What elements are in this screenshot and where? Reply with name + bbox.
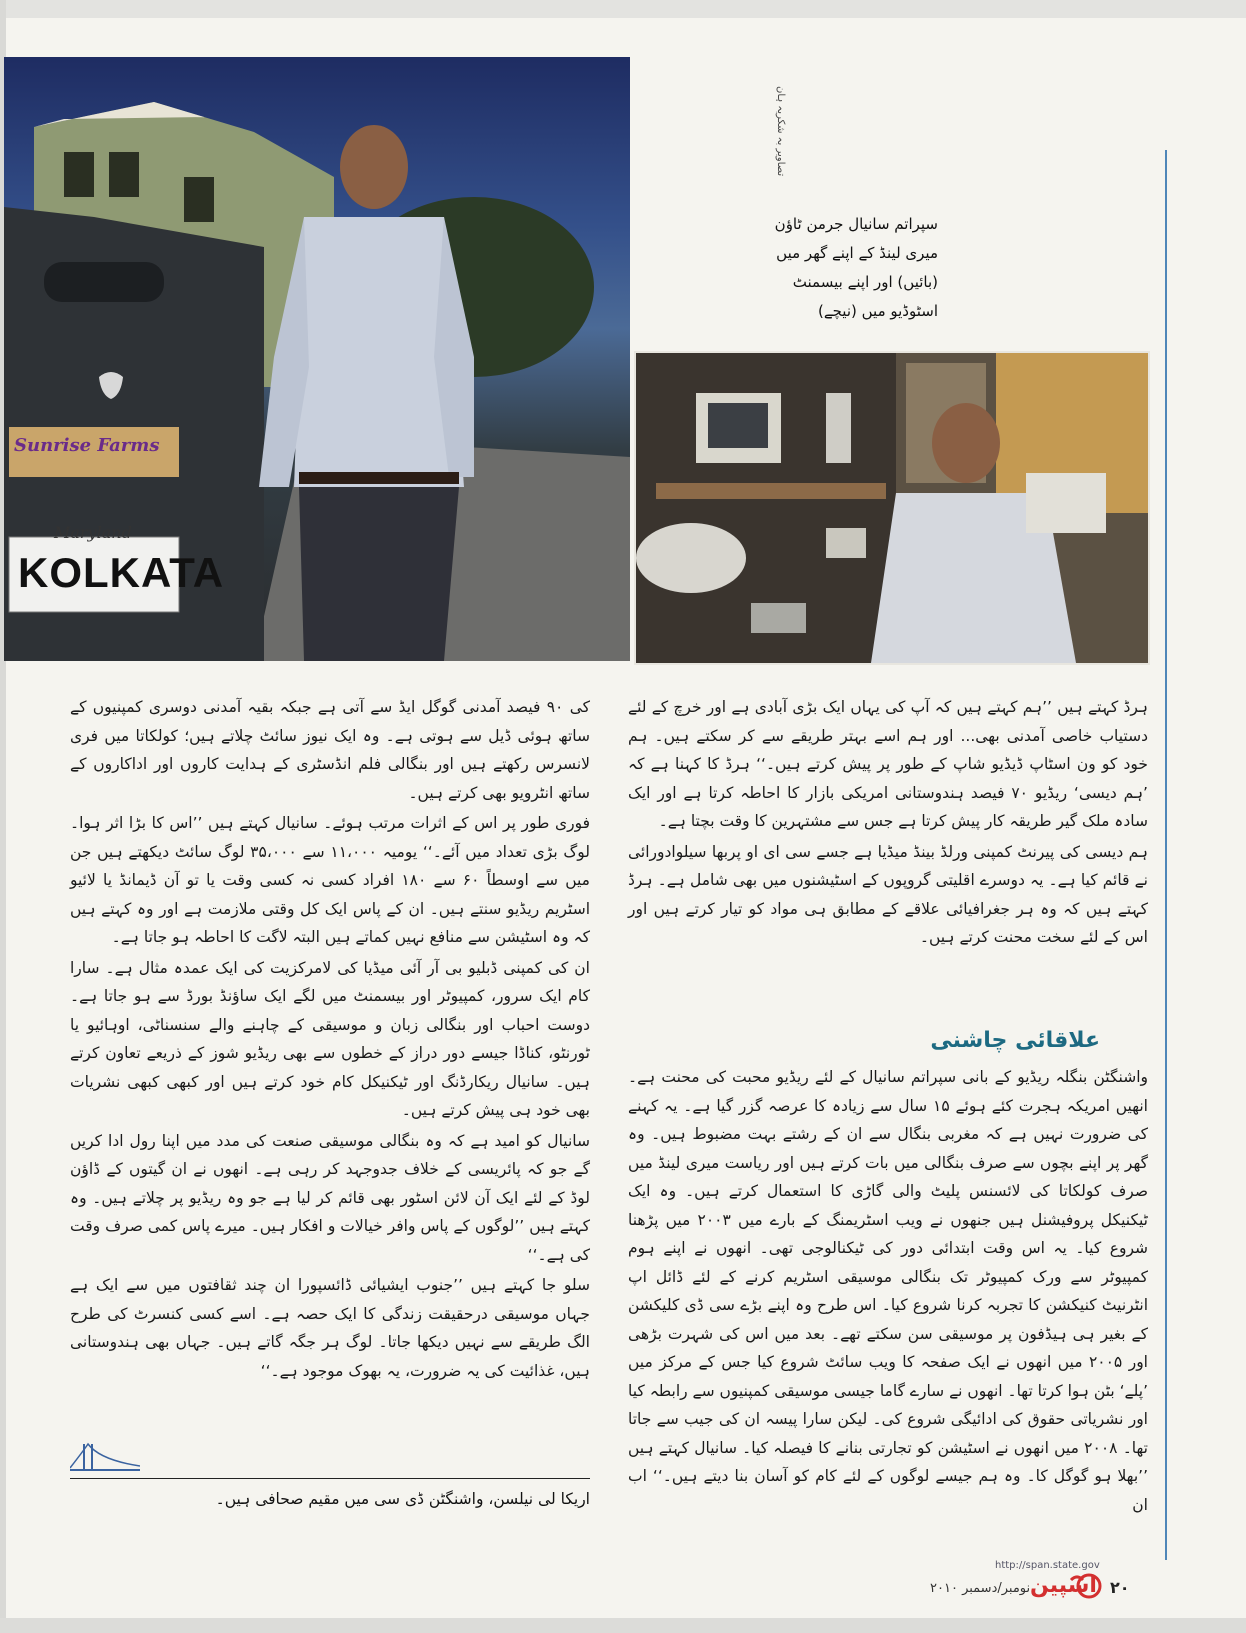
bio-divider <box>70 1478 590 1479</box>
span-logo-text: اسپین <box>1030 1573 1097 1598</box>
photo-caption <box>768 210 938 326</box>
article-paragraph: واشنگٹن بنگلہ ریڈیو کے بانی سپراتم سانیال کے لئے ریڈیو محبت کی محنت ہے۔ انھیں امریکہ ہجرت کئے ہوئے ۱۵ سال سے زیادہ کا عرصہ گزر گیا ہے۔ یہ کہنے کی ضرورت نہیں ہے کہ مغربی بنگال سے ان کے رشتے بہت مضبوط ہیں۔ وہ گھر پر اپنے بچوں سے صرف بنگالی میں بات کرتے ہیں اور ریاست میری لینڈ میں صرف کولکاتا کی لائسنس پلیٹ والی گاڑی کا استعمال کرتے ہیں۔ وہ ایک ٹیکنیکل پروفیشنل ہیں جنھوں نے ویب اسٹریمنگ کے بارے میں ۲۰۰۳ میں پڑھنا شروع کیا۔ یہ اس وقت ابتدائی دور کی ٹیکنالوجی تھی۔ انھوں نے اپنے ہوم کمپیوٹر سے ورک کمپیوٹر تک بنگالی موسیقی اسٹریم کرنے کے لئے ڈائل اپ انٹرنیٹ کنیکشن کا تجربہ کرنا شروع کیا۔ اس طرح وہ اپنے بڑے سی ڈی کلیکشن کے بغیر ہی ہیڈفون پر موسیقی سن سکتے تھے۔ بعد میں اس کی شہرت بڑھی اور ۲۰۰۵ میں انھوں نے ایک صفحہ کا ویب سائٹ شروع کیا جس کے مرکز میں ’پلے‘ بٹن ہوا کرتا تھا۔ انھوں نے سارے گاما جیسی موسیقی کمپنیوں سے رابطہ کیا اور نشریاتی حقوق کی ادائیگی شروع کی۔ لیکن سارا پیسہ ان کی جیب سے جاتا تھا۔ ۲۰۰۸ میں انھوں نے اسٹیشن کو تجارتی بنانے کا فیصلہ کیا۔ سانیال کہتے ہیں ’’بھلا ہو گوگل کا۔ وہ ہم جیسے لوگوں کے لئے کام کو آسان بنا دیتے ہیں۔‘‘ اب ان <box>628 1068 1148 1514</box>
footer-url: http://span.state.gov <box>995 1560 1100 1571</box>
article-paragraph: ہرڈ کہتے ہیں ’’ہم کہتے ہیں کہ آپ کی یہاں ایک بڑی آبادی ہے اور خرچ کے لئے دستیاب خاصی آمدنی بھی... اور ہم اسے بہتر طریقے سے کر سکتے ہیں۔ ہم خود کو ون اسٹاپ ڈیڈیو شاپ کے طور پر پیش کرتے ہیں۔‘‘ ہرڈ کا کہنا ہے کہ ’ہم دیسی‘ ریڈیو ۷۰ فیصد ہندوستانی امریکی بازار کا احاطہ کرتا ہے اور ایک سادہ ملک گیر طریقہ کار پیش کرتا ہے جس سے مشتہرین کا وقت بچتا ہے۔ <box>628 698 1148 830</box>
bumper-sticker-text: Sunrise Farms <box>14 435 160 456</box>
caption-line: (بائیں) اور اپنے بیسمنٹ <box>792 273 938 291</box>
article-column-right-bottom <box>628 1063 1148 1521</box>
caption-line: میری لینڈ کے اپنے گھر میں <box>776 244 938 262</box>
article-column-left <box>70 693 590 1387</box>
caption-line: اسٹوڈیو میں (نیچے) <box>817 302 938 320</box>
photo-man-at-car <box>4 57 630 661</box>
page-number: ۲۰ <box>1110 1578 1130 1597</box>
photo-credit: تصاویر بہ شکریہ ہان <box>775 85 786 176</box>
scan-top-band <box>0 0 1246 18</box>
article-paragraph: سانیال کو امید ہے کہ وہ بنگالی موسیقی صنعت کی مدد میں اپنا رول ادا کریں گے جو کہ پائریسی کے خلاف جدوجہد کر رہی ہے۔ انھوں نے ان گیتوں کے ڈاؤن لوڈ کے لئے ایک آن لائن اسٹور بھی قائم کر لیا ہے جو وہ ریڈیو پر چلاتے ہیں۔ وہ کہتے ہیں ’’لوگوں کے پاس وافر خیالات و افکار ہیں۔ میرے پاس کمی صرف وقت کی ہے۔‘‘ <box>70 1131 590 1264</box>
column-rule <box>1165 150 1167 1560</box>
section-heading: علاقائی چاشنی <box>930 1028 1100 1053</box>
article-paragraph: ہم دیسی کی پیرنٹ کمپنی ورلڈ بینڈ میڈیا ہے جسے سی ای او پربھا سیلوادورائی نے قائم کیا ہے۔ یہ دوسرے اقلیتی گروپوں کے اسٹیشنوں میں بھی شامل ہے۔ ہرڈ کہتے ہیں کہ وہ ہر جغرافیائی علاقے کے مطابق ہی مواد کو تیار کرتے ہیں اور اس کے لئے سخت محنت کرتے ہیں۔ <box>628 842 1148 946</box>
article-paragraph: ان کی کمپنی ڈبلیو بی آر آئی میڈیا کی لامرکزیت کی ایک عمدہ مثال ہے۔ سارا کام ایک سرور، کمپیوٹر اور بیسمنٹ میں لگے ایک ساؤنڈ بورڈ سے ہو جاتا ہے۔ دوست احباب اور بنگالی زبان و موسیقی کے چاہنے والے سنسناٹی، اوہائیو یا ٹورنٹو، کناڈا جیسے دور دراز کے خطوں سے بھی ریڈیو شوز کے ذریعے تعاون کرتے ہیں۔ سانیال ریکارڈنگ اور ٹیکنیکل کام خود کرتے ہیں اور کبھی کبھی نشریات بھی خود ہی پیش کرتے ہیں۔ <box>70 958 590 1119</box>
caption-line: سپراتم سانیال جرمن ٹاؤن <box>774 215 938 233</box>
photo-basement-studio <box>634 351 1150 665</box>
issue-date: نومبر/دسمبر ۲۰۱۰ <box>930 1581 1031 1596</box>
license-plate-text: KOLKATA <box>18 549 225 596</box>
article-paragraph: سلو جا کہتے ہیں ’’جنوب ایشیائی ڈائسپورا ان چند ثقافتوں میں سے ایک ہے جہاں موسیقی درحقیقت زندگی کا ایک حصہ ہے۔ اسے کسی کنسرٹ کی طرح الگ طریقے سے نہیں دیکھا جاتا۔ لوگ ہر جگہ گاتے ہیں۔ جہاں بھی ہندوستانی ہیں، غذائیت کی یہ ضرورت، یہ بھوک موجود ہے۔‘‘ <box>70 1276 590 1380</box>
photo-inset-illustration <box>636 353 1148 663</box>
license-plate-state: Maryland <box>54 523 132 542</box>
article-paragraph: کی ۹۰ فیصد آمدنی گوگل ایڈ سے آتی ہے جبکہ بقیہ آمدنی دوسری کمپنیوں کے ساتھ ہوئی ڈیل سے ہوتی ہے۔ وہ ایک نیوز سائٹ چلاتے ہیں؛ کولکاتا میں فری لانسرس رکھتے ہیں اور بنگالی فلم انڈسٹری کے ہدایت کاروں اور اداکاروں کے ساتھ انٹرویو بھی کرتے ہیں۔ <box>70 698 590 802</box>
article-column-right-top <box>628 693 1148 954</box>
article-paragraph: فوری طور پر اس کے اثرات مرتب ہوئے۔ سانیال کہتے ہیں ’’اس کا بڑا اثر ہوا۔ لوگ بڑی تعداد میں آئے۔‘‘ یومیہ ۱۱،۰۰۰ سے ۳۵،۰۰۰ لوگ سائٹ دیکھتے ہیں جن میں سے اوسطاً ۶۰ سے ۱۸۰ افراد کسی نہ کسی وقت یا تو آن ڈیمانڈ یا لائیو اسٹریم ریڈیو سنتے ہیں۔ ان کے پاس ایک کل وقتی ملازمت ہے اور وہ کہتے ہیں کہ وہ اسٹیشن سے منافع نہیں کماتے ہیں البتہ لاگت کا احاطہ ہو جاتا ہے۔ <box>70 814 590 946</box>
scan-bottom-band <box>0 1618 1246 1633</box>
author-bio: اریکا لی نیلسن، واشنگٹن ڈی سی میں مقیم صحافی ہیں۔ <box>215 1490 590 1508</box>
bridge-icon <box>70 1440 140 1476</box>
